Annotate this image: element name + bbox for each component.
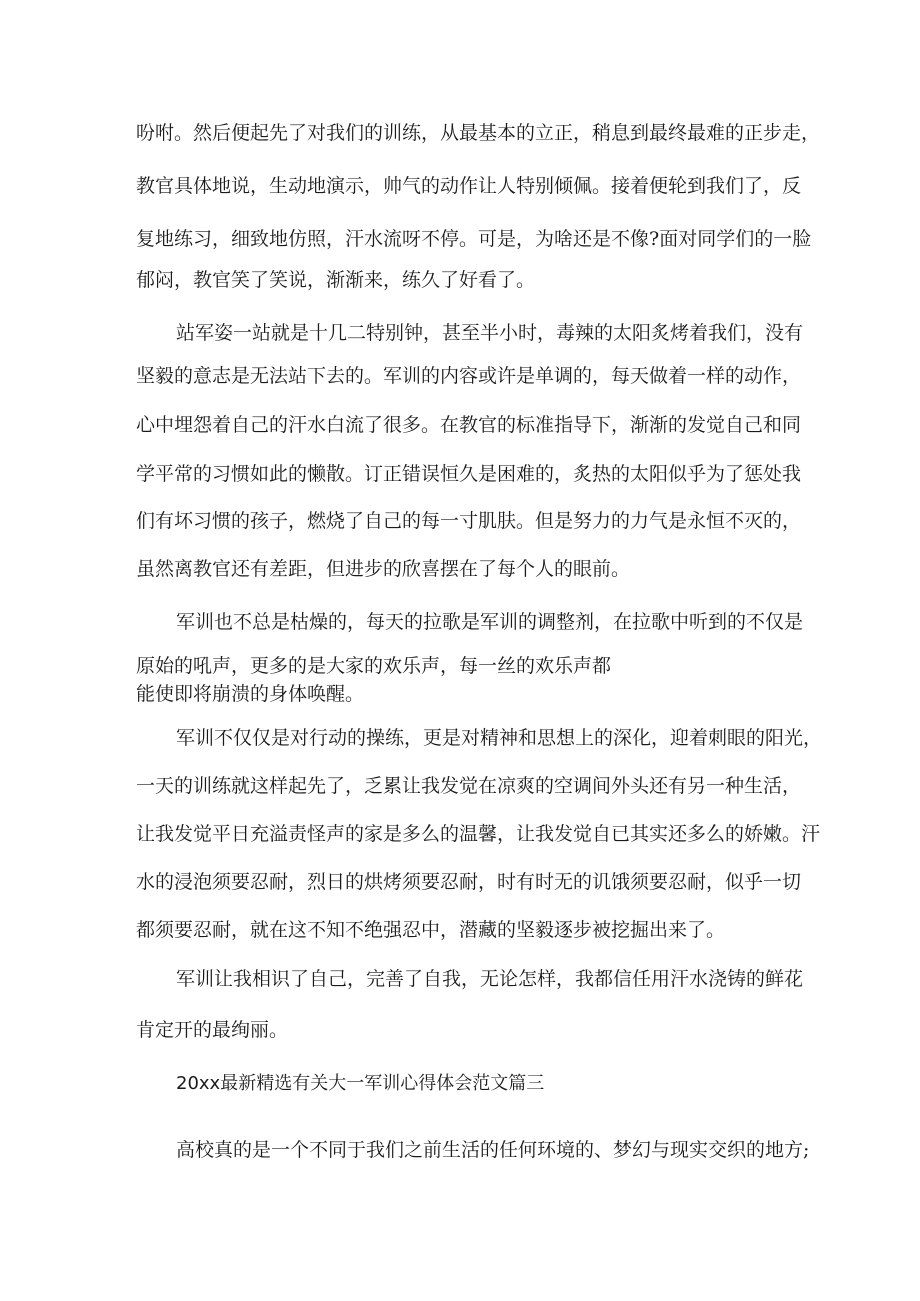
text-line: 肯定开的最绚丽。 (136, 1019, 289, 1041)
text-line: 们有坏习惯的孩子，燃烧了自己的每一寸肌肤。但是努力的力气是永恒不灭的， (136, 510, 802, 532)
text-line: 复地练习，细致地仿照，汗水流呀不停。可是，为啥还是不像?面对同学们的一脸 (136, 228, 812, 250)
text-line: 水的浸泡须要忍耐，烈日的烘烤须要忍耐，时有时无的讥饿须要忍耐，似乎一切 (136, 871, 802, 893)
text-line: 高校真的是一个不同于我们之前生活的任何环境的、梦幻与现实交织的地方; (176, 1139, 810, 1161)
text-line: 教官具体地说，生动地演示，帅气的动作让人特别倾佩。接着便轮到我们了，反 (136, 175, 802, 197)
text-line: 军训不仅仅是对行动的操练，更是对精神和思想上的深化，迎着刺眼的阳光， (176, 727, 823, 749)
section-heading: 20xx最新精选有关大一军训心得体会范文篇三 (176, 1073, 545, 1094)
text-line: 虽然离教官还有差距，但进步的欣喜摆在了每个人的眼前。 (136, 558, 631, 580)
text-line: 都须要忍耐，就在这不知不绝强忍中，潜藏的坚毅逐步被挖掘出来了。 (136, 919, 726, 941)
text-line: 郁闷，教官笑了笑说，渐渐来，练久了好看了。 (136, 269, 536, 291)
text-line: 吩咐。然后便起先了对我们的训练，从最基本的立正，稍息到最终最难的正步走， (136, 122, 821, 144)
text-line: 原始的吼声，更多的是大家的欢乐声，每一丝的欢乐声都 (136, 655, 612, 677)
text-line: 军训让我相识了自己，完善了自我，无论怎样，我都信任用汗水浇铸的鲜花 (176, 968, 804, 990)
text-line: 站军姿一站就是十几二特别钟，甚至半小时，毒辣的太阳炙烤着我们，没有 (176, 322, 804, 344)
text-line: 坚毅的意志是无法站下去的。军训的内容或许是单调的，每天做着一样的动作， (136, 365, 802, 387)
text-line: 让我发觉平日充溢责怪声的家是多么的温馨，让我发觉自已其实还多么的娇嫩。汗 (136, 823, 821, 845)
text-line: 能使即将崩溃的身体唤醒。 (136, 683, 365, 705)
text-line: 心中埋怨着自己的汗水白流了很多。在教官的标准指导下，渐渐的发觉自己和同 (136, 414, 802, 436)
text-line: 军训也不总是枯燥的，每天的拉歌是军训的调整剂，在拉歌中听到的不仅是 (176, 611, 804, 633)
text-line: 一天的训练就这样起先了，乏累让我发觉在凉爽的空调间外头还有另一种生活， (136, 775, 802, 797)
text-line: 学平常的习惯如此的懒散。订正错误恒久是困难的，炙热的太阳似乎为了惩处我 (136, 463, 802, 485)
